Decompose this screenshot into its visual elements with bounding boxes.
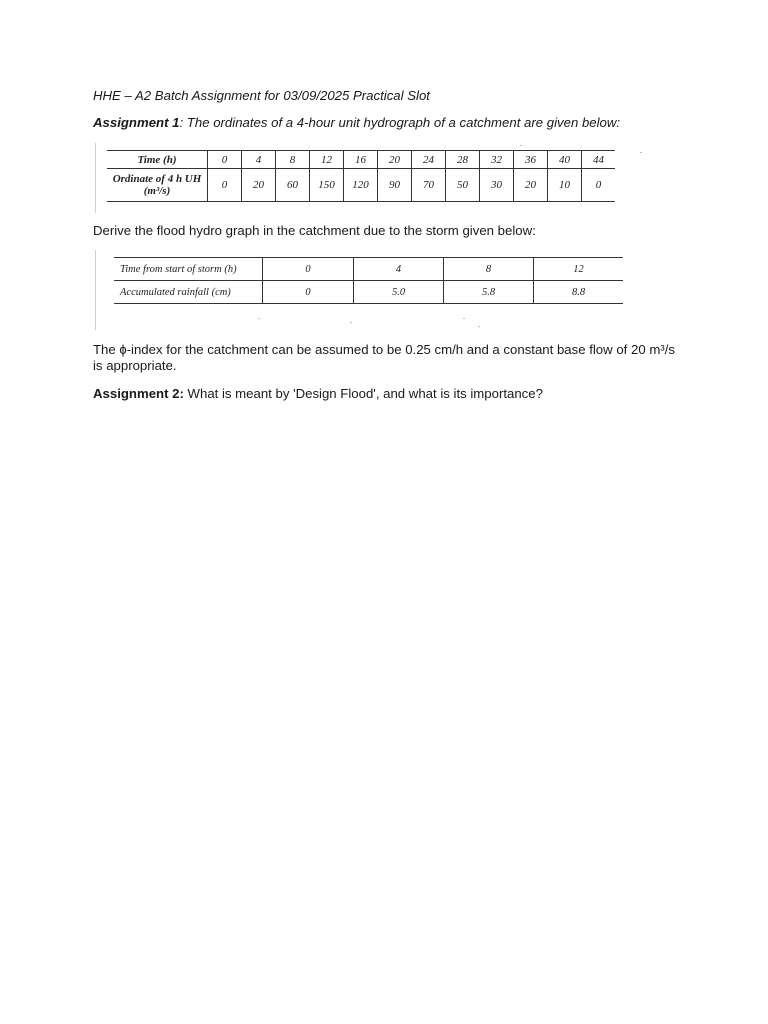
scan-edge	[95, 250, 96, 330]
ordinate-cell: 0	[582, 169, 616, 202]
ordinate-cell: 120	[344, 169, 378, 202]
scan-speck	[478, 326, 480, 327]
time-header: Time (h)	[107, 151, 208, 169]
time-cell: 16	[344, 151, 378, 169]
time-cell: 4	[242, 151, 276, 169]
assignment-1-label: Assignment 1	[93, 115, 180, 130]
storm-table	[114, 257, 623, 304]
time-cell: 8	[276, 151, 310, 169]
ordinate-header-line2: (m³/s)	[143, 185, 171, 197]
ordinate-cell: 20	[514, 169, 548, 202]
rainfall-cell: 8.8	[534, 281, 624, 304]
scan-speck	[463, 318, 465, 319]
time-cell: 32	[480, 151, 514, 169]
scan-edge	[95, 143, 96, 213]
derive-paragraph: Derive the flood hydro graph in the catchment due to the storm given below:	[93, 223, 536, 238]
storm-time-cell: 12	[534, 258, 624, 281]
storm-time-header: Time from start of storm (h)	[114, 258, 263, 281]
page-heading: HHE – A2 Batch Assignment for 03/09/2025 Practical Slot	[93, 88, 430, 103]
time-cell: 28	[446, 151, 480, 169]
time-cell: 20	[378, 151, 412, 169]
time-cell: 36	[514, 151, 548, 169]
time-cell: 24	[412, 151, 446, 169]
scan-speck	[520, 145, 522, 146]
ordinate-cell: 90	[378, 169, 412, 202]
rainfall-header: Accumulated rainfall (cm)	[114, 281, 263, 304]
time-cell: 40	[548, 151, 582, 169]
storm-time-cell: 4	[354, 258, 444, 281]
assignment-1-text: : The ordinates of a 4-hour unit hydrograph of a catchment are given below:	[179, 115, 621, 130]
ordinate-header	[107, 169, 208, 202]
time-cell: 44	[582, 151, 616, 169]
scan-speck	[350, 322, 352, 323]
assignment-2-text: What is meant by 'Design Flood', and what is its importance?	[183, 386, 543, 401]
ordinate-cell: 10	[548, 169, 582, 202]
phi-index-line-1: The ɸ-index for the catchment can be assumed to be 0.25 cm/h and a constant base flow of 20 m³/s	[93, 342, 675, 357]
rainfall-cell: 0	[263, 281, 354, 304]
assignment-2-label: Assignment 2:	[93, 386, 184, 401]
time-cell: 12	[310, 151, 344, 169]
rainfall-cell: 5.8	[444, 281, 534, 304]
table-row	[114, 258, 623, 281]
scan-speck	[258, 318, 260, 319]
storm-time-cell: 8	[444, 258, 534, 281]
assignment-1-paragraph	[93, 115, 620, 131]
phi-index-line-2: is appropriate.	[93, 358, 177, 373]
scan-speck	[640, 152, 642, 153]
ordinate-cell: 150	[310, 169, 344, 202]
ordinate-cell: 20	[242, 169, 276, 202]
ordinate-cell: 60	[276, 169, 310, 202]
unit-hydrograph-table	[107, 150, 615, 202]
ordinate-cell: 0	[208, 169, 242, 202]
ordinate-cell: 30	[480, 169, 514, 202]
storm-time-cell: 0	[263, 258, 354, 281]
ordinate-cell: 50	[446, 169, 480, 202]
table-row	[107, 151, 615, 169]
table-row	[114, 281, 623, 304]
assignment-2-paragraph	[93, 386, 543, 402]
rainfall-cell: 5.0	[354, 281, 444, 304]
ordinate-header-line1: Ordinate of 4 h UH	[112, 173, 202, 185]
time-cell: 0	[208, 151, 242, 169]
table-row	[107, 169, 615, 202]
ordinate-cell: 70	[412, 169, 446, 202]
